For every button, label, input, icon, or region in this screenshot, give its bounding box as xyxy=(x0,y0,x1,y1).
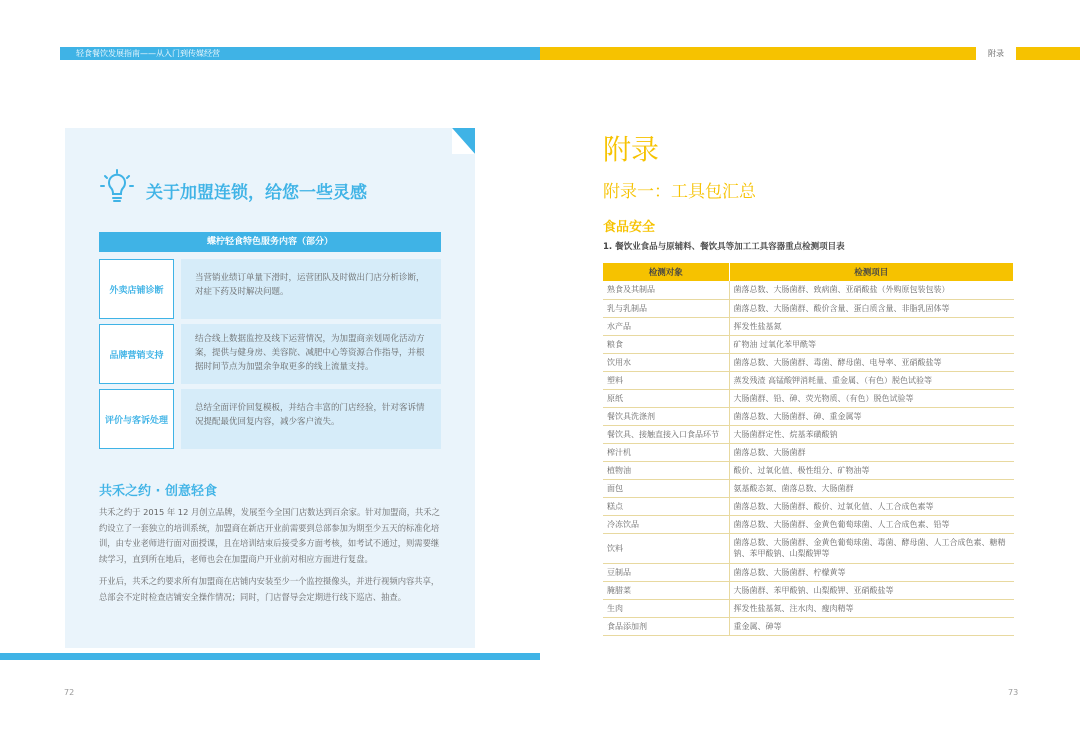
table-cell-items: 菌落总数、大肠菌群、金黄色葡萄球菌、人工合成色素、铅等 xyxy=(729,515,1014,533)
table-cell-object: 原纸 xyxy=(603,389,729,407)
table-row xyxy=(603,479,1014,497)
table-caption: 1. 餐饮业食品与原辅料、餐饮具等加工工具容器重点检测项目表 xyxy=(603,242,845,252)
table-row xyxy=(603,617,1014,635)
table-cell-items: 蒸发残渣 高锰酸钾消耗量、重金属、（有色）脱色试验等 xyxy=(729,371,1014,389)
table-cell-object: 腌腊菜 xyxy=(603,581,729,599)
footer-bar xyxy=(0,653,540,660)
table-row xyxy=(603,515,1014,533)
table-cell-object: 餐饮具、接触直接入口食品环节 xyxy=(603,425,729,443)
table-cell-object: 粮食 xyxy=(603,335,729,353)
table-cell-items: 菌落总数、大肠菌群 xyxy=(729,443,1014,461)
table-row xyxy=(603,371,1014,389)
case-paragraph: 开业后，共禾之约要求所有加盟商在店铺内安装至少一个监控摄像头，并进行视频内容共享，总部会不定时检查店铺安全操作情况；同时，门店督导会定期进行线下巡店、抽查。 xyxy=(99,576,440,602)
header-bar-right xyxy=(540,47,976,60)
table-cell-items: 菌落总数、大肠菌群、柠檬黄等 xyxy=(729,563,1014,581)
table-row xyxy=(603,533,1014,563)
service-row-text: 当营销业绩订单量下滑时，运营团队及时做出门店分析诊断，对症下药及时解决问题。 xyxy=(181,259,441,319)
panel-title: 关于加盟连锁，给您一些灵感 xyxy=(146,183,367,203)
table-cell-object: 塑料 xyxy=(603,371,729,389)
table-cell-items: 菌落总数、大肠菌群、酸价、过氧化值、人工合成色素等 xyxy=(729,497,1014,515)
table-row xyxy=(603,407,1014,425)
table-cell-object: 生肉 xyxy=(603,599,729,617)
table-cell-object: 冷冻饮品 xyxy=(603,515,729,533)
case-paragraph: 共禾之约于 2015 年 12 月创立品牌，发展至今全国门店数达到百余家。针对加盟商，共禾之约设立了一套独立的培训系统，加盟商在新店开业前需要到总部参加为期至少五天的标准化培训，由专业老师进行面对面授课，且在培训结束后接受多方面考核，如考试不通过，则需要继续学习，直到所在地后，老师也会在加盟商户开业前对相应方面进行复盘。 xyxy=(99,507,440,564)
table-cell-items: 挥发性盐基氮、注水肉、瘦肉精等 xyxy=(729,599,1014,617)
column-header: 检测对象 xyxy=(603,263,729,281)
lightbulb-icon xyxy=(100,168,134,206)
table-cell-object: 饮料 xyxy=(603,533,729,563)
table-cell-object: 水产品 xyxy=(603,317,729,335)
section-heading: 食品安全 xyxy=(603,220,656,235)
case-subtitle: 共禾之约 · 创意轻食 xyxy=(99,484,217,499)
table-row xyxy=(603,317,1014,335)
appendix-title: 附录 xyxy=(603,133,660,166)
table-row xyxy=(603,461,1014,479)
table-cell-items: 菌落总数、大肠菌群、致病菌、亚硝酸盐（外购原包装包装） xyxy=(729,281,1014,299)
table-cell-items: 菌落总数、大肠菌群、酸价含量、蛋白质含量、非脂乳固体等 xyxy=(729,299,1014,317)
table-cell-object: 糕点 xyxy=(603,497,729,515)
table-cell-object: 乳与乳制品 xyxy=(603,299,729,317)
table-row xyxy=(603,563,1014,581)
table-cell-object: 面包 xyxy=(603,479,729,497)
service-row-label: 品牌营销支持 xyxy=(99,324,174,384)
service-row-label: 外卖店铺诊断 xyxy=(99,259,174,319)
table-cell-object: 榨汁机 xyxy=(603,443,729,461)
table-cell-object: 豆制品 xyxy=(603,563,729,581)
table-cell-object: 餐饮具洗涤剂 xyxy=(603,407,729,425)
column-header: 检测项目 xyxy=(729,263,1014,281)
table-cell-items: 矿物油 过氧化苯甲酰等 xyxy=(729,335,1014,353)
table-cell-items: 菌落总数、大肠菌群、毒菌、酵母菌、电导率、亚硝酸盐等 xyxy=(729,353,1014,371)
table-cell-items: 菌落总数、大肠菌群、金黄色葡萄球菌、毒菌、酵母菌、人工合成色素、糖精钠、苯甲酸钠、山梨酸钾等 xyxy=(729,533,1014,563)
table-cell-items: 重金属、砷等 xyxy=(729,617,1014,635)
header-book-title: 轻食餐饮发展指南——从入门到传媒经营 xyxy=(76,49,220,58)
info-panel xyxy=(65,128,475,648)
table-cell-items: 大肠菌群、铅、砷、荧光物质、（有色）脱色试验等 xyxy=(729,389,1014,407)
page-number-right: 73 xyxy=(1008,688,1019,697)
service-row-text: 结合线上数据监控及线下运营情况，为加盟商亲划周化活动方案，提供与健身房、美容院、减肥中心等资源合作指导，并根据时间节点为加盟余争取更多的线上流量支持。 xyxy=(181,324,441,384)
table-cell-items: 氨基酸态氮、菌落总数、大肠菌群 xyxy=(729,479,1014,497)
table-cell-object: 植物油 xyxy=(603,461,729,479)
inspection-table xyxy=(603,263,1014,636)
table-row xyxy=(603,497,1014,515)
header-section-label: 附录 xyxy=(988,49,1004,58)
appendix-subtitle: 附录一：工具包汇总 xyxy=(603,182,756,202)
service-table-header: 蝶柠轻食特色服务内容（部分） xyxy=(99,232,441,252)
table-row xyxy=(603,389,1014,407)
table-row xyxy=(603,599,1014,617)
table-row xyxy=(603,425,1014,443)
service-row-text: 总结全面评价回复模板，并结合丰富的门店经验，针对客诉情况提配最优回复内容，减少客户流失。 xyxy=(181,389,441,449)
table-row xyxy=(603,581,1014,599)
table-cell-items: 挥发性盐基氮 xyxy=(729,317,1014,335)
table-cell-object: 食品添加剂 xyxy=(603,617,729,635)
table-row xyxy=(603,353,1014,371)
table-row xyxy=(603,443,1014,461)
table-cell-object: 饮用水 xyxy=(603,353,729,371)
service-row-label: 评价与客诉处理 xyxy=(99,389,174,449)
table-row xyxy=(603,299,1014,317)
table-cell-items: 酸价、过氧化值、极性组分、矿物油等 xyxy=(729,461,1014,479)
table-cell-items: 大肠菌群、苯甲酸钠、山梨酸钾、亚硝酸盐等 xyxy=(729,581,1014,599)
table-row xyxy=(603,281,1014,299)
header-bar-right-end xyxy=(1016,47,1080,60)
page-number-left: 72 xyxy=(64,688,75,697)
table-cell-items: 大肠菌群定性、烷基苯磺酸钠 xyxy=(729,425,1014,443)
table-row xyxy=(603,335,1014,353)
table-cell-items: 菌落总数、大肠菌群、砷、重金属等 xyxy=(729,407,1014,425)
table-cell-object: 熟食及其制品 xyxy=(603,281,729,299)
panel-corner-cut xyxy=(452,128,475,154)
table-header-row xyxy=(603,263,1014,281)
